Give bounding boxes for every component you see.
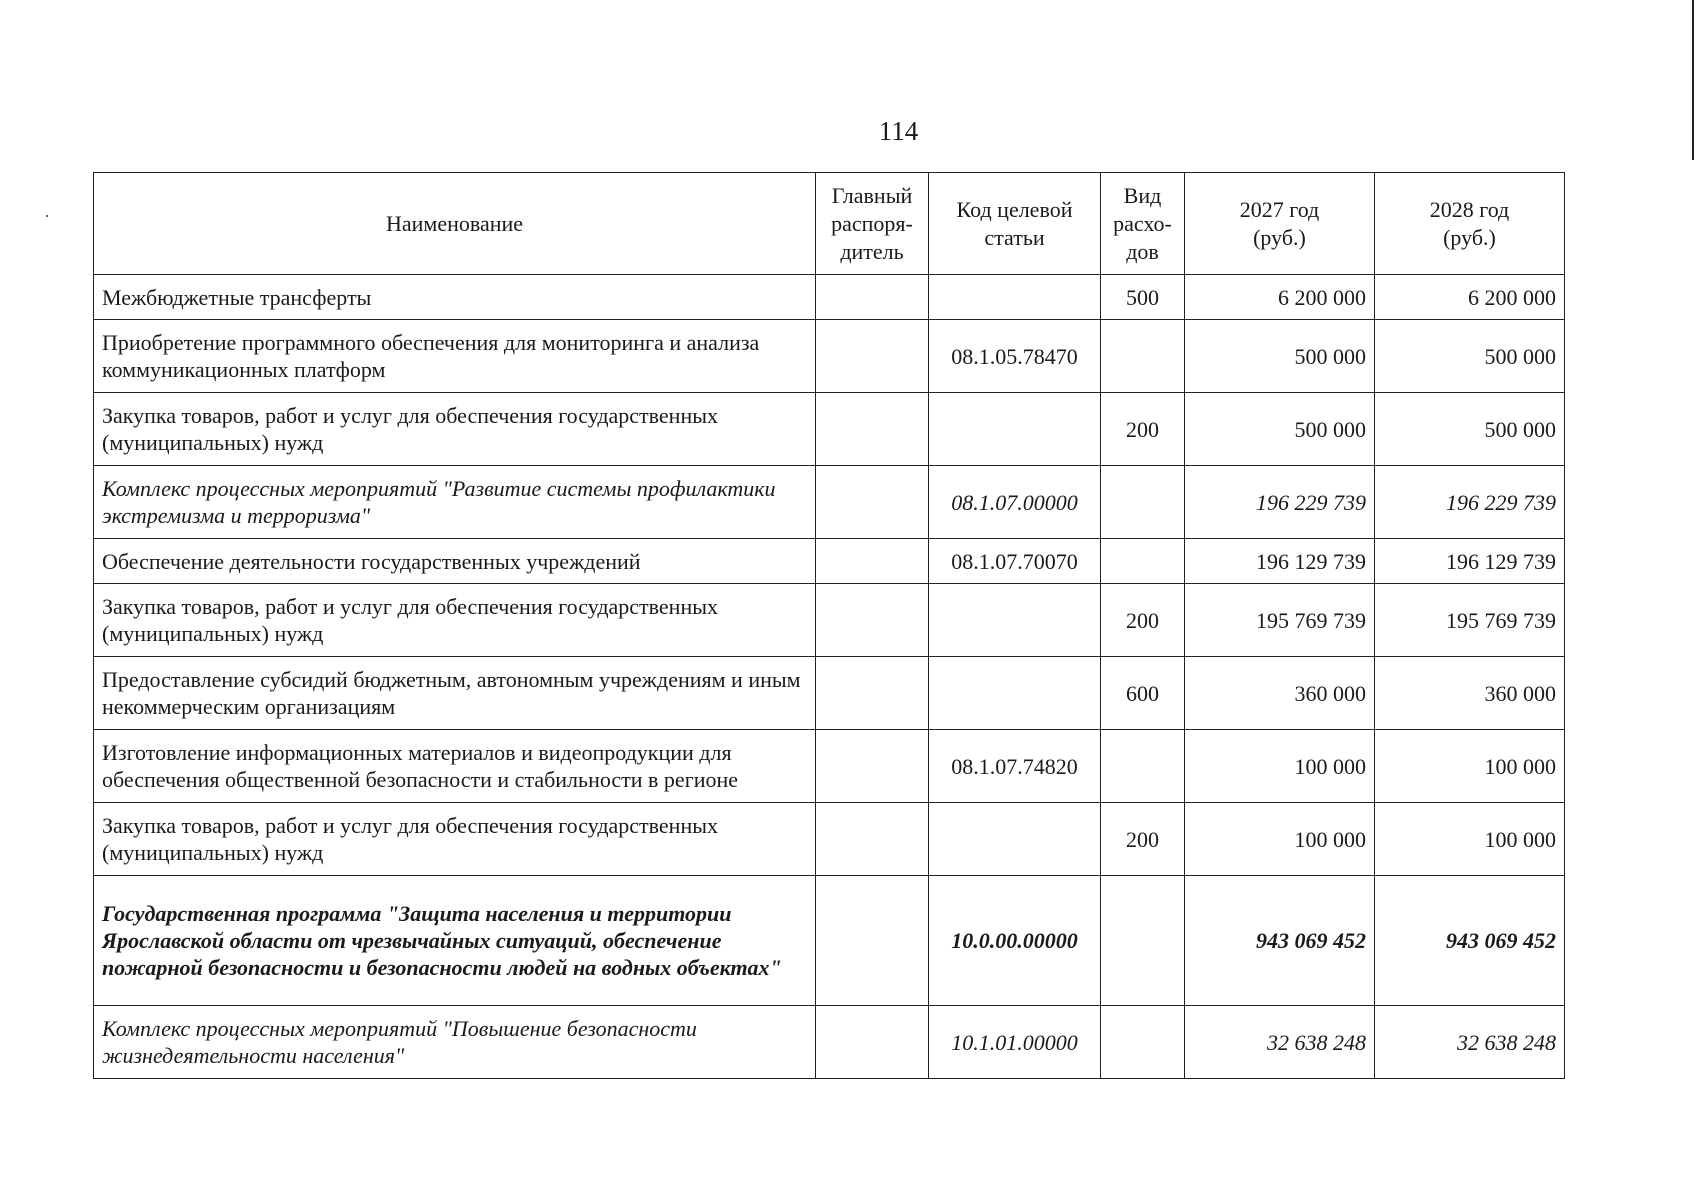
row-code: 08.1.07.00000 [929, 466, 1101, 539]
header-glavny-line: распоря- [831, 210, 913, 236]
header-vid-line: расхо- [1113, 210, 1172, 236]
row-vid: 500 [1101, 275, 1185, 320]
row-amount-2027: 196 229 739 [1185, 466, 1375, 539]
row-amount-2028: 100 000 [1375, 730, 1565, 803]
header-vid-line: Вид [1123, 182, 1162, 208]
row-amount-2028: 360 000 [1375, 657, 1565, 730]
row-vid: 200 [1101, 584, 1185, 657]
row-amount-2028: 500 000 [1375, 393, 1565, 466]
row-vid [1101, 320, 1185, 393]
row-amount-2028: 196 129 739 [1375, 539, 1565, 584]
table-row [94, 393, 1565, 466]
row-name: Комплекс процессных мероприятий "Развитие системы профилактики экстремизма и терроризма" [94, 466, 816, 539]
row-glavny [816, 657, 929, 730]
row-vid: 200 [1101, 803, 1185, 876]
header-name: Наименование [94, 173, 816, 275]
header-year-line: (руб.) [1253, 224, 1306, 250]
row-name: Закупка товаров, работ и услуг для обеспечения государственных (муниципальных) нужд [94, 803, 816, 876]
row-code [929, 393, 1101, 466]
table-row [94, 803, 1565, 876]
row-code: 08.1.07.74820 [929, 730, 1101, 803]
scan-speck [46, 215, 48, 217]
row-code [929, 275, 1101, 320]
row-name: Закупка товаров, работ и услуг для обеспечения государственных (муниципальных) нужд [94, 393, 816, 466]
row-vid: 200 [1101, 393, 1185, 466]
row-code: 10.1.01.00000 [929, 1006, 1101, 1079]
table-row [94, 320, 1565, 393]
header-glavny-line: дитель [840, 238, 904, 264]
page-number: 114 [878, 116, 919, 146]
row-name: Межбюджетные трансферты [94, 275, 816, 320]
row-code [929, 584, 1101, 657]
header-year-2027 [1185, 173, 1375, 275]
row-code: 08.1.07.70070 [929, 539, 1101, 584]
row-name: Изготовление информационных материалов и видеопродукции для обеспечения общественной безопасности и стабильности в регионе [94, 730, 816, 803]
row-amount-2028: 32 638 248 [1375, 1006, 1565, 1079]
row-glavny [816, 393, 929, 466]
table-row [94, 466, 1565, 539]
row-name: Обеспечение деятельности государственных учреждений [94, 539, 816, 584]
row-amount-2028: 500 000 [1375, 320, 1565, 393]
row-glavny [816, 466, 929, 539]
row-name: Закупка товаров, работ и услуг для обеспечения государственных (муниципальных) нужд [94, 584, 816, 657]
row-name: Комплекс процессных мероприятий "Повышение безопасности жизнедеятельности населения" [94, 1006, 816, 1079]
row-glavny [816, 275, 929, 320]
row-code [929, 803, 1101, 876]
row-vid [1101, 1006, 1185, 1079]
row-vid [1101, 876, 1185, 1006]
row-amount-2028: 196 229 739 [1375, 466, 1565, 539]
row-glavny [816, 1006, 929, 1079]
table-row [94, 1006, 1565, 1079]
row-amount-2027: 6 200 000 [1185, 275, 1375, 320]
row-code [929, 657, 1101, 730]
row-amount-2028: 6 200 000 [1375, 275, 1565, 320]
row-amount-2027: 32 638 248 [1185, 1006, 1375, 1079]
table-row [94, 539, 1565, 584]
row-amount-2027: 100 000 [1185, 803, 1375, 876]
header-glavny-rasporyaditel [816, 173, 929, 275]
row-glavny [816, 584, 929, 657]
row-code: 08.1.05.78470 [929, 320, 1101, 393]
row-amount-2027: 100 000 [1185, 730, 1375, 803]
row-glavny [816, 876, 929, 1006]
row-vid [1101, 539, 1185, 584]
row-amount-2027: 195 769 739 [1185, 584, 1375, 657]
table-row [94, 584, 1565, 657]
header-vid-raskhodov [1101, 173, 1185, 275]
row-amount-2028: 195 769 739 [1375, 584, 1565, 657]
row-vid [1101, 730, 1185, 803]
header-code-line: статьи [984, 224, 1045, 250]
row-name: Предоставление субсидий бюджетным, автономным учреждениям и иным некоммерческим организациям [94, 657, 816, 730]
table-header-row [94, 173, 1565, 275]
row-amount-2027: 943 069 452 [1185, 876, 1375, 1006]
row-code: 10.0.00.00000 [929, 876, 1101, 1006]
header-code [929, 173, 1101, 275]
budget-table [93, 172, 1565, 1079]
header-code-line: Код целевой [956, 196, 1073, 222]
row-name: Приобретение программного обеспечения для мониторинга и анализа коммуникационных платформ [94, 320, 816, 393]
table-row [94, 275, 1565, 320]
row-amount-2027: 500 000 [1185, 393, 1375, 466]
row-glavny [816, 803, 929, 876]
row-amount-2027: 196 129 739 [1185, 539, 1375, 584]
row-glavny [816, 320, 929, 393]
header-year-line: 2027 год [1239, 196, 1320, 222]
header-year-line: 2028 год [1429, 196, 1510, 222]
row-name: Государственная программа "Защита населения и территории Ярославской области от чрезвычайных ситуаций, обеспечение пожарной безопасности и безопасности людей на водных объектах" [94, 876, 816, 1006]
header-vid-line: дов [1126, 238, 1159, 264]
row-amount-2028: 943 069 452 [1375, 876, 1565, 1006]
header-year-2028 [1375, 173, 1565, 275]
row-amount-2027: 360 000 [1185, 657, 1375, 730]
header-year-line: (руб.) [1443, 224, 1496, 250]
row-amount-2027: 500 000 [1185, 320, 1375, 393]
table-row [94, 657, 1565, 730]
row-vid [1101, 466, 1185, 539]
header-glavny-line: Главный [831, 182, 913, 208]
table-row [94, 730, 1565, 803]
table-row [94, 876, 1565, 1006]
row-amount-2028: 100 000 [1375, 803, 1565, 876]
row-glavny [816, 730, 929, 803]
row-vid: 600 [1101, 657, 1185, 730]
row-glavny [816, 539, 929, 584]
